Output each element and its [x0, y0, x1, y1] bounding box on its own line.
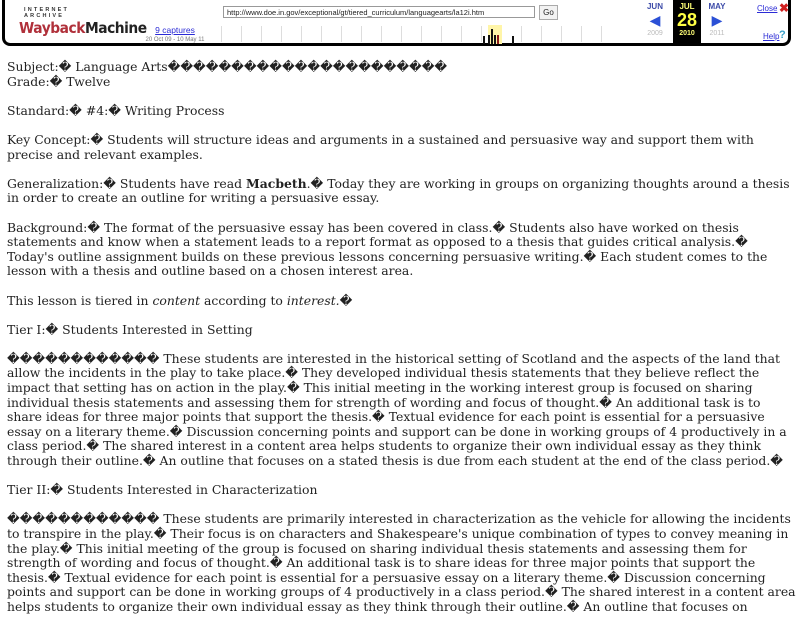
current-capture: JUL 28 2010	[673, 0, 701, 46]
background-paragraph: Background:� The format of the persuasive essay has been covered in class.� Students also have worked on thesis statements and know when a statement leads to a report format as opposed to a thesis that guides critical analysis.� Today's outline assignment builds on these previous lessons concerning persuasive writing.� Each student comes to the lesson with a thesis and outline based on a chosen interest area.	[7, 219, 768, 279]
url-input[interactable]: http://www.doe.in.gov/exceptional/gt/tiered_curriculum/languagearts/la12i.htm	[223, 6, 535, 18]
wayback-machine-wordmark: WaybackMachine	[19, 19, 147, 37]
captures-date-range: 20 Oct 09 - 10 May 11	[145, 37, 205, 43]
captures-info	[133, 25, 217, 43]
internet-archive-label: INTERNET ARCHIVE	[24, 7, 70, 19]
tier2-heading: Tier II:� Students Interested in Characterization	[7, 482, 318, 498]
tier1-heading: Tier I:� Students Interested in Setting	[7, 321, 253, 337]
previous-arrow-icon[interactable]: ◀	[649, 12, 661, 28]
wayback-logo[interactable]	[19, 7, 147, 39]
tier2-paragraph: ������������ These students are primarily interested in characterization as the vehicle for allowing the incidents to transpire in the play.� Their focus is on characters and Shakespeare's unique combination of types to convey meaning in the play.� This initial meeting of the group is focused on sharing individual thesis statements and assessing them for strength of wording and focus of thought.� An additional task is to share ideas for three major points that support the thesis.� Textual evidence for each point is essential for a persuasive essay on a literary theme.� Discussion concerning points and support can be done in working groups of 4 productively in a class period.� The shared interest in a content area helps students to organize their own individual essay as they think through their outline.� An outline that focuses on	[7, 511, 796, 614]
next-arrow-icon[interactable]: ▶	[711, 12, 723, 28]
capture-calendar	[641, 0, 737, 46]
previous-capture[interactable]: JUN ◀ 2009	[641, 0, 669, 46]
lesson-document	[7, 60, 797, 629]
standard-line: Standard:� #4:� Writing Process	[7, 102, 225, 118]
tier1-paragraph: ������������ These students are interested in the historical setting of Scotland and the aspects of the land that allow the incidents in the play to take place.� They developed individual thesis statements that they believe reflect the impact that setting has on action in the play.� This initial meeting in the working interest group is focused on sharing individual thesis statements and assessing them for strength of wording and focus of thought.� An additional task is to share ideas for three major points that support the thesis.� Textual evidence for each point is essential for a persuasive essay on a literary theme.� Discussion concerning points and support can be done in working groups of 4 productively in a class period.� The shared interest in a content area helps students to organize their own individual essay as they think through their outline.� An outline that focuses on a stated thesis is due from each student at the end of the class period.�	[7, 350, 787, 469]
help-icon[interactable]: ?	[779, 29, 786, 41]
help-link[interactable]: Help	[763, 32, 780, 41]
key-concept-paragraph: Key Concept:� Students will structure ideas and arguments in a sustained and persuasive way and support them with precise and relevant examples.	[7, 131, 754, 162]
macbeth-title: Macbeth	[246, 175, 307, 191]
current-capture-day: 28	[676, 10, 698, 30]
subject-grade-block	[7, 60, 797, 89]
tiered-statement: This lesson is tiered in content according to interest.�	[7, 292, 353, 308]
go-button[interactable]: Go	[539, 5, 558, 20]
close-icon[interactable]: ✖	[779, 1, 790, 15]
captures-link[interactable]: 9 captures	[155, 25, 195, 35]
subject-line: Subject:� Language Arts����������������������	[7, 59, 448, 74]
wayback-toolbar	[2, 0, 791, 46]
capture-timeline[interactable]	[221, 24, 619, 44]
grade-line: Grade:� Twelve	[7, 73, 111, 89]
next-capture[interactable]: MAY ▶ 2011	[703, 0, 731, 46]
generalization-paragraph: Generalization:� Students have read Macbeth.� Today they are working in groups on organizing thoughts around a thesis in order to create an outline for writing a persuasive essay.	[7, 175, 790, 206]
close-link[interactable]: Close	[757, 4, 778, 13]
